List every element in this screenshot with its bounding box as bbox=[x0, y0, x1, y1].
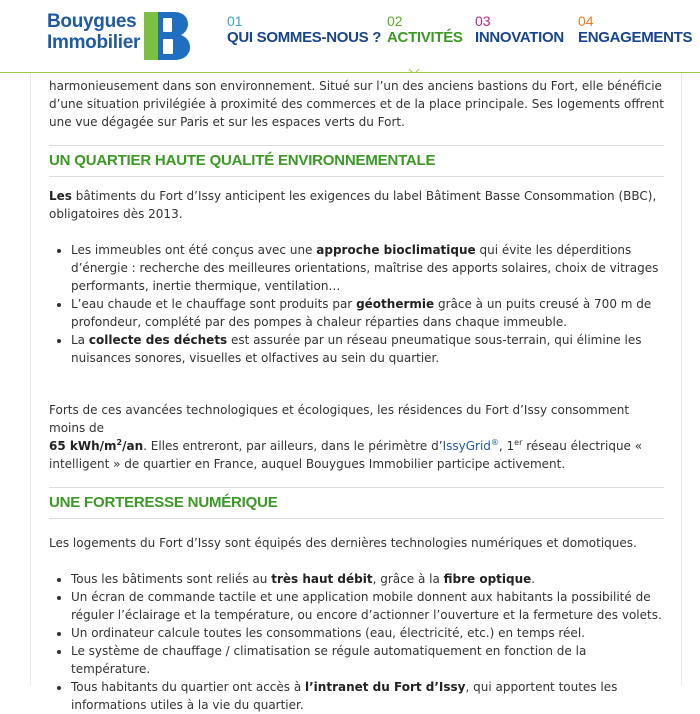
consumption-number: 65 kWh/m bbox=[49, 439, 117, 453]
section-divider bbox=[49, 518, 664, 519]
nav-item-qui-sommes-nous[interactable] bbox=[227, 14, 381, 46]
closing-text: , 1 bbox=[498, 439, 515, 453]
section-title-numerique: UNE FORTERESSE NUMÉRIQUE bbox=[49, 494, 278, 511]
bullet-text: La bbox=[71, 333, 89, 347]
nav-label: INNOVATION bbox=[475, 29, 564, 46]
nav-num: 04 bbox=[578, 13, 594, 29]
lead-rest: bâtiments du Fort d’Issy anticipent les exigences du label Bâtiment Basse Consommation (BBC), obligatoires dès 2013. bbox=[49, 189, 657, 221]
logo-b-icon bbox=[144, 12, 190, 60]
list-item bbox=[71, 331, 664, 367]
bullet-text: qui évite les déperditions d’énergie : recherche des meilleures orientations, maîtrise des apports solaires, choix de vitrages performants, inertie thermique, ventilation… bbox=[71, 243, 659, 293]
section-divider bbox=[49, 487, 664, 488]
nav-item-innovation[interactable] bbox=[475, 14, 564, 46]
consumption-value bbox=[49, 439, 143, 453]
superscript: 2 bbox=[116, 438, 123, 447]
consumption-unit: /an bbox=[122, 439, 144, 453]
list-item bbox=[71, 642, 664, 678]
bullet-bold: approche bioclimatique bbox=[316, 243, 476, 257]
bullet-text: L’eau chaude et le chauffage sont produits par bbox=[71, 297, 357, 311]
bullet-bold: fibre optique bbox=[443, 572, 532, 586]
list-item bbox=[71, 295, 664, 331]
section1-closing bbox=[49, 401, 664, 473]
nav-item-activites[interactable] bbox=[387, 14, 463, 46]
section-divider bbox=[49, 145, 664, 146]
section2-lead: Les logements du Fort d’Issy sont équipés des dernières technologies numériques et domotiques. bbox=[49, 536, 637, 550]
bullet-text: , grâce à la bbox=[372, 572, 444, 586]
bullet-text: Un ordinateur calcule toutes les consommations (eau, électricité, etc.) en temps réel. bbox=[71, 626, 585, 640]
section-title-hqe: UN QUARTIER HAUTE QUALITÉ ENVIRONNEMENTALE bbox=[49, 152, 436, 169]
site-header bbox=[0, 0, 700, 72]
issygrid-link[interactable] bbox=[443, 439, 499, 453]
logo-line-2: Immobilier bbox=[47, 32, 141, 53]
nav-num: 01 bbox=[227, 13, 243, 29]
bullet-text: , qui apportent toutes les informations utiles à la vie du quartier. bbox=[71, 680, 618, 712]
bullet-text: grâce à un puits creusé à 700 m de profondeur, complété par des pompes à chaleur réparties dans chaque immeuble. bbox=[71, 297, 652, 329]
bullet-text: Les immeubles ont été conçus avec une bbox=[71, 243, 317, 257]
bullet-text: Tous les bâtiments sont reliés au bbox=[71, 572, 272, 586]
section-divider bbox=[49, 176, 664, 177]
closing-text: réseau électrique « intelligent » de quartier en France, auquel Bouygues Immobilier participe activement. bbox=[49, 439, 643, 471]
closing-text: . Elles entreront, par ailleurs, dans le périmètre d’ bbox=[143, 439, 443, 453]
nav-label: ENGAGEMENTS bbox=[578, 29, 693, 46]
bullet-bold: géothermie bbox=[356, 297, 435, 311]
list-item bbox=[71, 570, 664, 588]
superscript: er bbox=[514, 438, 523, 447]
logo-line-1: Bouygues bbox=[47, 11, 137, 32]
list-item bbox=[71, 624, 664, 642]
bouygues-immobilier-logo[interactable] bbox=[47, 11, 193, 61]
intro-paragraph: harmonieusement dans son environnement. Situé sur l’un des anciens bastions du Fort, elle bénéficie d’une situation privilégiée à proximité des commerces et de la place principale. Ses logements offrent une vue dégagée sur Paris et sur les espaces verts du Fort. bbox=[49, 79, 664, 129]
bullet-text: est assurée par un réseau pneumatique sous-terrain, qui élimine les nuisances sonores, visuelles et olfactives au sein du quartier. bbox=[71, 333, 642, 365]
nav-item-engagements[interactable] bbox=[578, 14, 692, 46]
nav-label: ACTIVITÉS bbox=[387, 29, 463, 46]
bullet-text: Un écran de commande tactile et une application mobile donnent aux habitants la possibilité de réguler l’éclairage et la température, ou encore d’actionner l’ouverture et la fermeture des volets. bbox=[71, 590, 662, 622]
bullet-bold: l’intranet du Fort d’Issy bbox=[305, 680, 466, 694]
article bbox=[49, 73, 664, 714]
nav-label: QUI SOMMES-NOUS ? bbox=[227, 29, 382, 46]
nav-num: 02 bbox=[387, 13, 403, 29]
issygrid-link-text: IssyGrid bbox=[442, 439, 491, 453]
registered-mark: ® bbox=[490, 438, 499, 447]
bullet-bold: collecte des déchets bbox=[88, 333, 228, 347]
content-panel bbox=[30, 73, 682, 712]
hqe-bullet-list bbox=[49, 241, 664, 367]
bullet-bold: très haut débit bbox=[271, 572, 373, 586]
lead-bold: Les bbox=[49, 189, 72, 203]
bullet-text: . bbox=[531, 572, 536, 586]
list-item bbox=[71, 678, 664, 714]
list-item bbox=[71, 241, 664, 295]
logo-text bbox=[47, 11, 140, 53]
list-item bbox=[71, 588, 664, 624]
bullet-text: Tous habitants du quartier ont accès à bbox=[71, 680, 305, 694]
bullet-text: Le système de chauffage / climatisation se régule automatiquement en fonction de la température. bbox=[71, 644, 587, 676]
closing-text: Forts de ces avancées technologiques et écologiques, les résidences du Fort d’Issy consomment moins de bbox=[49, 403, 630, 435]
nav-num: 03 bbox=[475, 13, 491, 29]
numerique-bullet-list bbox=[49, 570, 664, 714]
section1-lead bbox=[49, 187, 664, 223]
